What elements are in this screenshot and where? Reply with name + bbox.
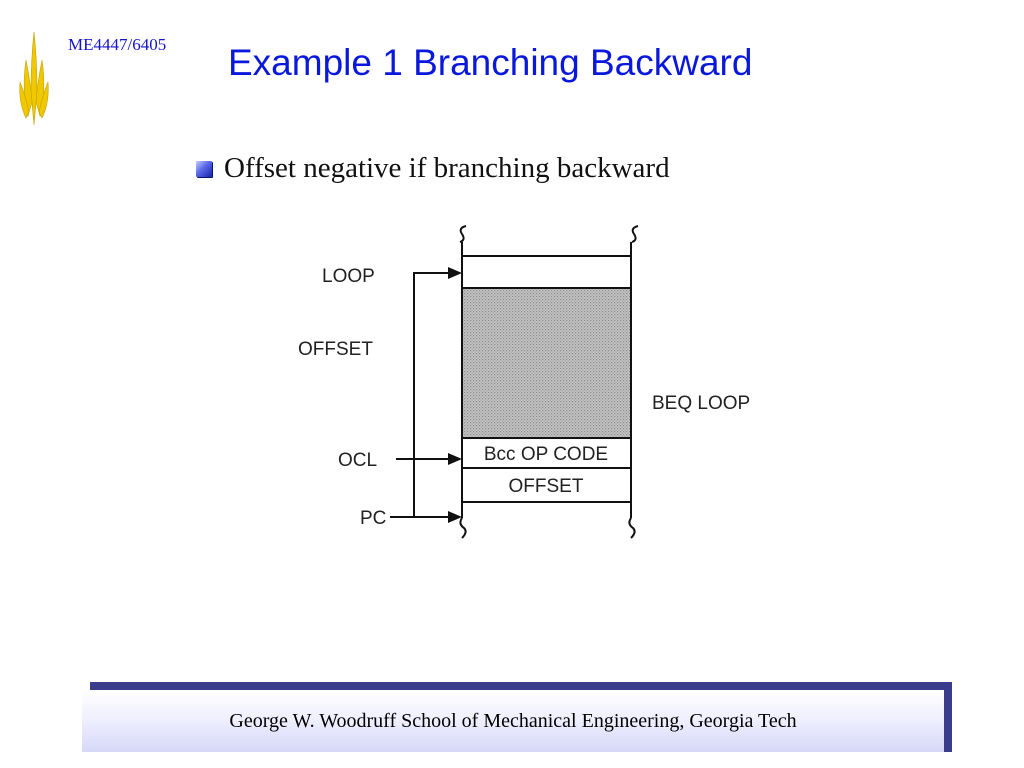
brace-top-left xyxy=(460,226,466,242)
pc-label: PC xyxy=(360,508,387,529)
footer-banner xyxy=(82,690,944,752)
offset-shaded-region xyxy=(462,288,631,438)
gatech-logo-icon xyxy=(16,30,52,130)
course-code: ME4447/6405 xyxy=(68,35,167,54)
brace-bottom-left xyxy=(460,518,465,538)
ocl-label: OCL xyxy=(338,450,378,471)
loop-arrowhead xyxy=(448,267,462,279)
footer-text: George W. Woodruff School of Mechanical Engineering, Georgia Tech xyxy=(229,709,797,732)
branch-memory-diagram xyxy=(290,218,790,558)
opcode-cell-label: Bcc OP CODE xyxy=(483,444,609,465)
bullet-text: Offset negative if branching backward xyxy=(224,152,670,184)
bullet-item xyxy=(196,152,670,185)
offset-label: OFFSET xyxy=(298,339,373,360)
bullet-square-icon xyxy=(196,161,212,177)
loop-cell xyxy=(462,256,631,288)
slide-title: Example 1 Branching Backward xyxy=(228,42,753,83)
branch-back-line xyxy=(390,273,450,517)
offset-cell-label: OFFSET xyxy=(508,476,584,497)
loop-label: LOOP xyxy=(322,266,375,287)
beq-loop-label: BEQ LOOP xyxy=(652,393,751,414)
brace-bottom-right xyxy=(629,518,634,538)
brace-top-right xyxy=(632,226,638,242)
ocl-arrowhead xyxy=(448,453,462,465)
